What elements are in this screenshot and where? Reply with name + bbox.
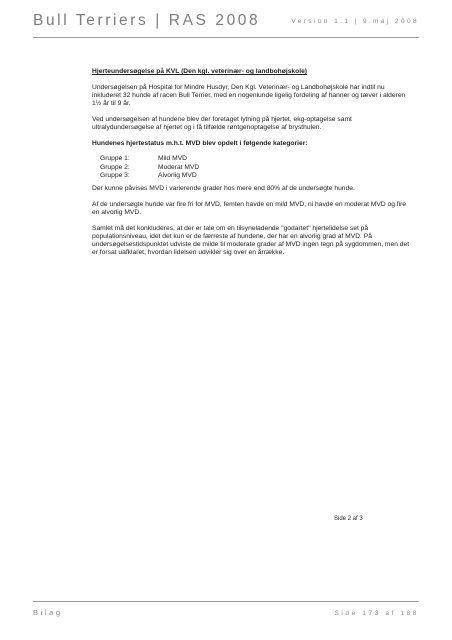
footer-divider [33, 601, 419, 602]
paragraph-method: Ved undersøgelsen af hundene blev der foretaget lytning på hjertet, ekg-optagelse samt ultralydundersøgelse af hjertet og i få tilfælde røntgenoptagelse af brysthulen. [92, 115, 352, 132]
document-title: Bull Terriers | RAS 2008 [33, 12, 261, 29]
category-list [92, 155, 410, 180]
categories-heading: Hundenes hjertestatus m.h.t. MVD blev opdelt i følgende kategorier: [92, 139, 308, 147]
category-row [92, 155, 410, 163]
header-divider [33, 37, 419, 38]
paragraph-conclusion: Samlet må det konkluderes, at der er tale om en tilsyneladende "godartet" hjertelidelse set på populationsniveau, idet det kun er de færreste af hundene, der har en alvorlig grad af MVD. På undersøgelsestidspunktet udviste de milde til moderate grader af MVD ingen tegn på sygdommen, men det er forsat uafklaret, hvordan lidelsen udvikler sig over en årrække. [92, 224, 410, 257]
document-version: Version 1.1 | 9.maj 2008 [291, 18, 419, 25]
category-value: Moderat MVD [158, 163, 200, 171]
letter-heading: Hjerteundersøgelse på KVL (Den kgl. veterinær- og landbohøjskole) [92, 68, 308, 75]
paragraph-distribution: Af de undersøgte hunde var fire fri for MVD, femten havde en mild MVD, ni havde en moderat MVD og fire en alvorlig MVD. [92, 200, 407, 216]
paragraph-prevalence: Der kunne påvises MVD i varierende grader hos mere end 80% af de undersøgte hunde. [92, 184, 355, 192]
page-header [33, 12, 419, 36]
category-value: Mild MVD [158, 155, 187, 163]
letter-page-number: Side 2 af 3 [334, 516, 363, 522]
category-value: Alvorlig MVD [158, 171, 197, 179]
footer-label: Bilag [33, 608, 63, 617]
letter-body [92, 68, 410, 265]
category-row [92, 172, 410, 180]
category-row [92, 164, 410, 172]
category-name: Gruppe 2: [100, 163, 130, 171]
paragraph-intro: Undersøgelsen på Hospital for Mindre Husdyr, Den Kgl. Veterinær- og Landbohøjskole har indtil nu inkluderet 32 hunde af racen Bull Terrier, med en nogenlunde ligelig fordeling af hanner og tæver i alderen 1½ år til 9 år. [92, 83, 406, 108]
category-name: Gruppe 1: [100, 155, 130, 163]
footer-page-count: Side 173 af 188 [334, 610, 419, 617]
category-name: Gruppe 3: [100, 171, 130, 179]
